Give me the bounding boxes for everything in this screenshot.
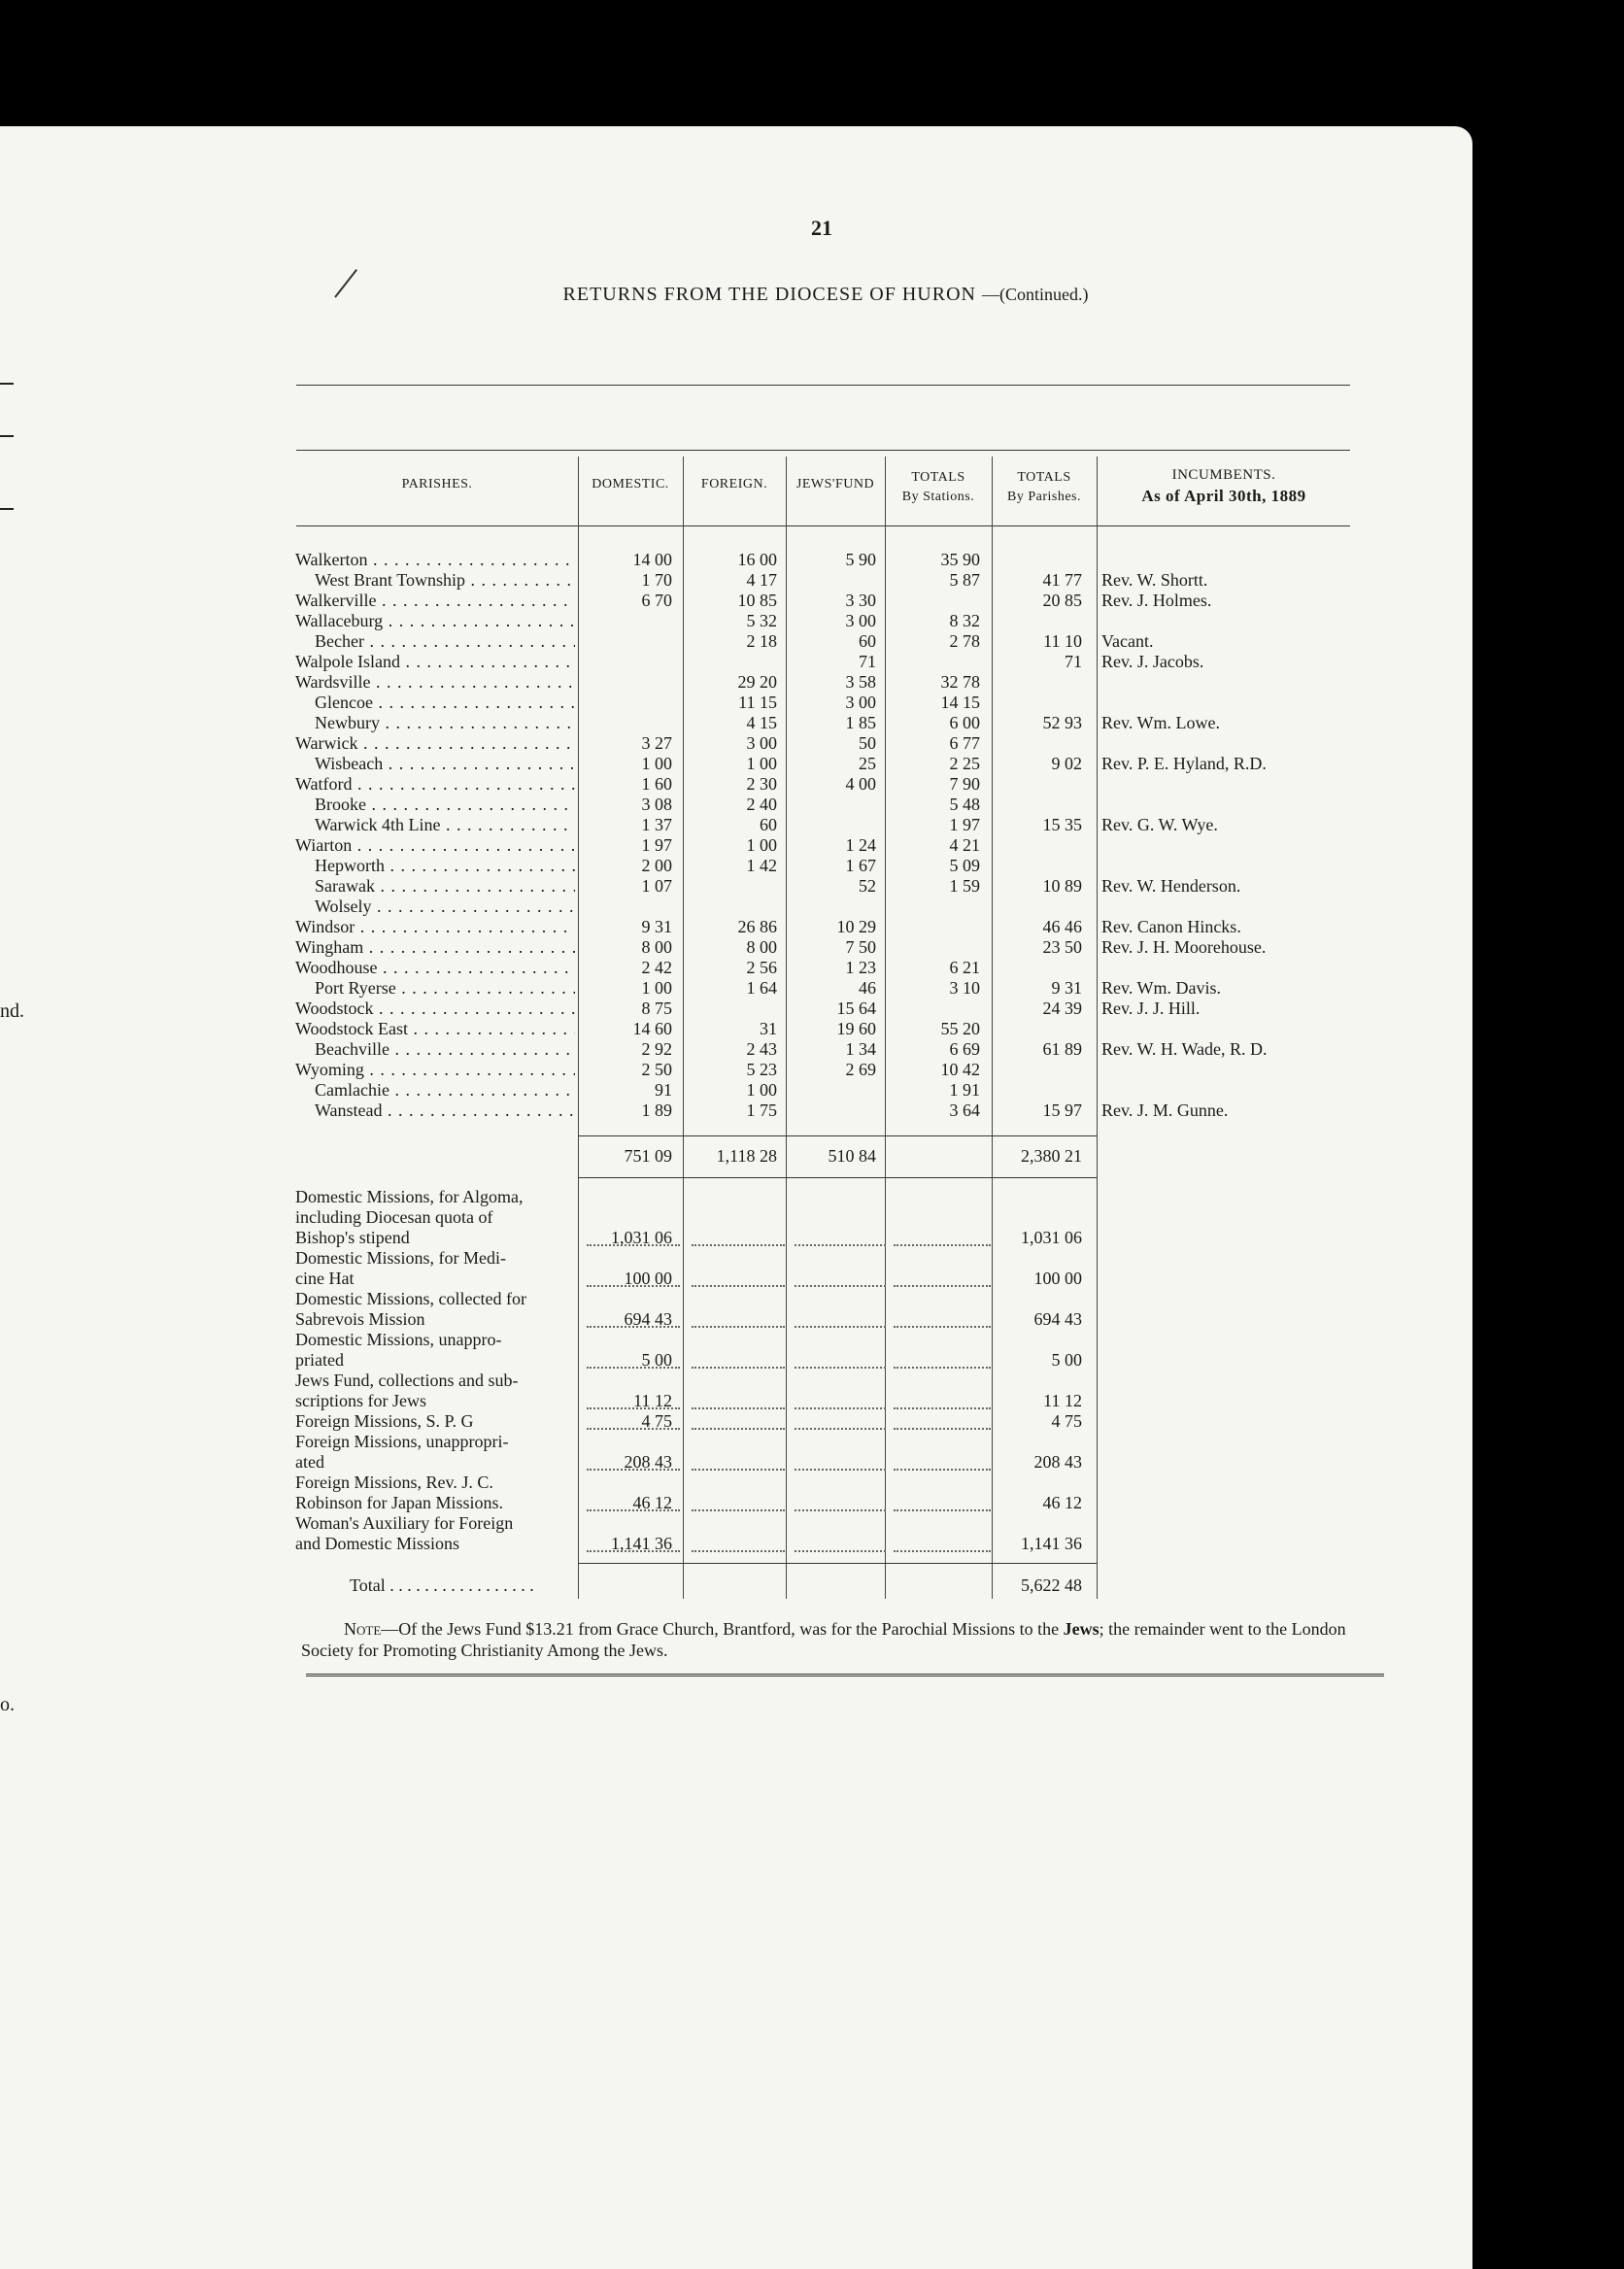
- mission-item: [291, 1432, 1360, 1473]
- incumbent-cell: Rev. J. Jacobs.: [1101, 652, 1204, 671]
- table-row: [291, 693, 1360, 713]
- dotted-leader: [894, 1244, 991, 1246]
- parish-name: Woodstock . . .: [295, 999, 575, 1019]
- mission-domestic: 1,031 06: [611, 1228, 672, 1247]
- domestic-cell: 3 08: [641, 795, 672, 814]
- dotted-leader: [795, 1326, 886, 1328]
- dotted-leader: [692, 1509, 785, 1511]
- grand-total: 5,622 48: [1021, 1575, 1082, 1595]
- jews-fund-cell: 3 00: [845, 693, 876, 712]
- foreign-cell: 60: [760, 815, 777, 834]
- parish-name: Windsor . . .: [295, 917, 575, 937]
- mission-parishes-total: 1,141 36: [1021, 1534, 1082, 1553]
- incumbent-cell: Rev. Canon Hincks.: [1101, 917, 1241, 936]
- foreign-cell: 10 85: [737, 591, 777, 610]
- foreign-cell: 2 56: [746, 958, 777, 977]
- totals-by-stations-cell: 7 90: [949, 774, 980, 794]
- footnote: [301, 1618, 1379, 1661]
- dotted-leader: [795, 1285, 886, 1287]
- mission-item: [291, 1289, 1360, 1330]
- mission-domestic: 1,141 36: [611, 1534, 672, 1553]
- foreign-cell: 4 17: [746, 570, 777, 590]
- parish-name: Brooke . . .: [315, 795, 575, 815]
- totals-by-stations-cell: 3 10: [949, 978, 980, 998]
- totals-by-stations-cell: 2 25: [949, 754, 980, 773]
- table-row: [291, 550, 1360, 570]
- mission-label: Domestic Missions, unappro- priated: [295, 1330, 502, 1370]
- jews-fund-cell: 3 30: [845, 591, 876, 610]
- totals-top-rule: [578, 1135, 1097, 1136]
- totals-by-parishes-cell: 24 39: [1042, 999, 1082, 1018]
- domestic-cell: 1 00: [641, 978, 672, 998]
- header-totals-parishes-line2: By Parishes.: [1007, 490, 1081, 504]
- header-foreign: FOREIGN.: [700, 477, 768, 491]
- mission-label: Foreign Missions, Rev. J. C. Robinson for Japan Missions.: [295, 1473, 504, 1512]
- dotted-leader: [894, 1285, 991, 1287]
- margin-mark: [0, 383, 14, 385]
- dotted-leader: [587, 1285, 680, 1287]
- dotted-leader: [587, 1244, 680, 1246]
- parish-name: Glencoe . . .: [315, 693, 575, 713]
- dotted-leader: [587, 1407, 680, 1409]
- totals-by-stations-cell: 5 09: [949, 856, 980, 875]
- foreign-cell: 4 15: [746, 713, 777, 732]
- domestic-cell: 8 75: [641, 999, 672, 1018]
- mission-item: [291, 1473, 1360, 1513]
- parish-name: Woodhouse . . .: [295, 958, 575, 978]
- dotted-leader: [894, 1367, 991, 1369]
- totals-by-stations-cell: 6 00: [949, 713, 980, 732]
- table-row: [291, 815, 1360, 835]
- bottom-rule: [306, 1674, 1384, 1676]
- totals-by-stations-cell: 1 91: [949, 1080, 980, 1100]
- incumbent-cell: Rev. W. Shortt.: [1101, 570, 1208, 590]
- title-suffix: —(Continued.): [981, 285, 1089, 304]
- table-row: [291, 774, 1360, 795]
- jews-fund-cell: 3 00: [845, 611, 876, 630]
- dotted-leader: [894, 1550, 991, 1552]
- domestic-cell: 2 50: [641, 1060, 672, 1079]
- incumbent-cell: Rev. Wm. Davis.: [1101, 978, 1221, 998]
- dotted-leader: [587, 1428, 680, 1430]
- header-incumbents: [1102, 464, 1345, 507]
- dotted-leader: [692, 1244, 785, 1246]
- incumbent-cell: Rev. Wm. Lowe.: [1101, 713, 1220, 732]
- totals-by-parishes-cell: 11 10: [1043, 631, 1082, 651]
- mission-label: Foreign Missions, unappropri- ated: [295, 1432, 509, 1472]
- totals-by-stations-cell: 14 15: [940, 693, 980, 712]
- header-jews-fund: JEWS'FUND: [795, 477, 875, 491]
- total-foreign: 1,118 28: [716, 1146, 777, 1166]
- totals-by-stations-cell: 55 20: [940, 1019, 980, 1038]
- table-row: [291, 835, 1360, 856]
- incumbent-cell: Rev. W. H. Wade, R. D.: [1101, 1039, 1268, 1059]
- note-after: ; the remainder went to the London Society for Promoting Christianity Among the Jews.: [301, 1619, 1346, 1660]
- parish-name: Becher . . .: [315, 631, 575, 652]
- mission-parishes-total: 11 12: [1043, 1391, 1082, 1410]
- jews-fund-cell: 1 85: [845, 713, 876, 732]
- domestic-cell: 91: [655, 1080, 672, 1100]
- dotted-leader: [692, 1550, 785, 1552]
- incumbent-cell: Rev. P. E. Hyland, R.D.: [1101, 754, 1267, 773]
- mission-domestic: 4 75: [641, 1411, 672, 1431]
- totals-by-parishes-cell: 41 77: [1042, 570, 1082, 590]
- jews-fund-cell: 15 64: [836, 999, 876, 1018]
- grand-total-top-rule: [578, 1563, 1097, 1564]
- dotted-leader: [894, 1407, 991, 1409]
- margin-mark: [0, 508, 14, 510]
- table-row: [291, 1080, 1360, 1101]
- foreign-cell: 2 40: [746, 795, 777, 814]
- parish-name: Wisbeach . . .: [315, 754, 575, 774]
- parish-name: Wardsville . . .: [295, 672, 575, 693]
- totals-by-stations-cell: 6 69: [949, 1039, 980, 1059]
- totals-by-parishes-cell: 20 85: [1042, 591, 1082, 610]
- jews-fund-cell: 1 24: [845, 835, 876, 855]
- dotted-leader: [795, 1509, 886, 1511]
- domestic-cell: 1 60: [641, 774, 672, 794]
- parish-name: Hepworth . . .: [315, 856, 575, 876]
- foreign-cell: 1 00: [746, 1080, 777, 1100]
- domestic-cell: 1 70: [641, 570, 672, 590]
- jews-fund-cell: 50: [859, 733, 876, 753]
- dotted-leader: [795, 1469, 886, 1471]
- dotted-leader: [587, 1367, 680, 1369]
- total-domestic: 751 09: [624, 1146, 672, 1166]
- header-totals-stations-line1: TOTALS: [911, 470, 965, 485]
- table-row: [291, 1039, 1360, 1060]
- totals-by-parishes-cell: 9 02: [1051, 754, 1082, 773]
- mission-item: [291, 1371, 1360, 1411]
- table-row: [291, 795, 1360, 815]
- mission-domestic: 46 12: [632, 1493, 672, 1512]
- foreign-cell: 26 86: [737, 917, 777, 936]
- foreign-cell: 16 00: [737, 550, 777, 569]
- mission-domestic: 100 00: [624, 1269, 672, 1288]
- total-label-text: Total: [350, 1575, 386, 1595]
- table-row: [291, 652, 1360, 672]
- mission-item: [291, 1513, 1360, 1554]
- jews-fund-cell: 52: [859, 876, 876, 896]
- parish-name: Walkerville . . .: [295, 591, 575, 611]
- domestic-cell: 2 42: [641, 958, 672, 977]
- domestic-cell: 1 89: [641, 1101, 672, 1120]
- parish-name: Watford . . .: [295, 774, 575, 795]
- foreign-cell: 2 30: [746, 774, 777, 794]
- jews-fund-cell: 10 29: [836, 917, 876, 936]
- foreign-cell: 8 00: [746, 937, 777, 957]
- dotted-leader: [795, 1428, 886, 1430]
- jews-fund-cell: 71: [859, 652, 876, 671]
- mission-label: Domestic Missions, collected for Sabrevois Mission: [295, 1289, 526, 1329]
- table-row: [291, 713, 1360, 733]
- parish-name: Walpole Island . . .: [295, 652, 575, 672]
- dotted-leader: [894, 1469, 991, 1471]
- totals-by-parishes-cell: 9 31: [1051, 978, 1082, 998]
- foreign-cell: 1 00: [746, 754, 777, 773]
- totals-by-stations-cell: 1 97: [949, 815, 980, 834]
- title-text: RETURNS FROM THE DIOCESE OF HURON: [562, 284, 976, 305]
- totals-by-parishes-cell: 15 35: [1042, 815, 1082, 834]
- mission-domestic: 11 12: [633, 1391, 672, 1410]
- incumbent-cell: Rev. G. W. Wye.: [1101, 815, 1218, 834]
- domestic-cell: 14 00: [632, 550, 672, 569]
- mission-label: Domestic Missions, for Medi- cine Hat: [295, 1248, 506, 1288]
- parish-name: Walkerton . . .: [295, 550, 575, 570]
- mission-label: Foreign Missions, S. P. G: [295, 1411, 474, 1431]
- jews-fund-cell: 60: [859, 631, 876, 651]
- totals-by-parishes-cell: 10 89: [1042, 876, 1082, 896]
- dotted-leader: [587, 1326, 680, 1328]
- header-incumbents-line2: As of April 30th, 1889: [1141, 487, 1306, 505]
- mission-item: [291, 1411, 1360, 1432]
- mission-parishes-total: 208 43: [1033, 1452, 1082, 1472]
- jews-fund-cell: 25: [859, 754, 876, 773]
- table-row: [291, 1101, 1360, 1121]
- note-before: —Of the Jews Fund $13.21 from Grace Church, Brantford, was for the Parochial Missions to the: [381, 1619, 1064, 1639]
- totals-by-stations-cell: 35 90: [940, 550, 980, 569]
- total-by-parishes: 2,380 21: [1021, 1146, 1082, 1166]
- totals-by-parishes-cell: 61 89: [1042, 1039, 1082, 1059]
- jews-fund-cell: 2 69: [845, 1060, 876, 1079]
- dotted-leader: [587, 1509, 680, 1511]
- domestic-cell: 1 07: [641, 876, 672, 896]
- domestic-cell: 3 27: [641, 733, 672, 753]
- totals-by-stations-cell: 1 59: [949, 876, 980, 896]
- table-row: [291, 856, 1360, 876]
- dotted-leader: [692, 1428, 785, 1430]
- note-head: Note: [344, 1619, 382, 1639]
- foreign-cell: 29 20: [737, 672, 777, 692]
- foreign-cell: 1 42: [746, 856, 777, 875]
- margin-mark: [0, 435, 14, 437]
- dotted-leader: [587, 1550, 680, 1552]
- totals-by-stations-cell: 6 77: [949, 733, 980, 753]
- mission-domestic: 5 00: [641, 1350, 672, 1370]
- parish-name: Camlachie . . .: [315, 1080, 575, 1101]
- header-totals-stations: [885, 468, 992, 507]
- mission-item: [291, 1187, 1360, 1248]
- jews-fund-cell: 7 50: [845, 937, 876, 957]
- header-top-rule: [296, 450, 1350, 451]
- mission-parishes-total: 694 43: [1033, 1309, 1082, 1329]
- margin-text: o.: [0, 1694, 15, 1715]
- domestic-cell: 2 92: [641, 1039, 672, 1059]
- incumbent-cell: Vacant.: [1101, 631, 1154, 651]
- table-row: [291, 876, 1360, 897]
- totals-by-stations-cell: 3 64: [949, 1101, 980, 1120]
- mission-parishes-total: 100 00: [1033, 1269, 1082, 1288]
- mission-domestic: 208 43: [624, 1452, 672, 1472]
- parish-name: West Brant Township . . .: [315, 570, 575, 591]
- incumbent-cell: Rev. J. M. Gunne.: [1101, 1101, 1229, 1120]
- mission-label: Domestic Missions, for Algoma, including Diocesan quota of Bishop's stipend: [295, 1187, 524, 1247]
- parish-name: Sarawak . . .: [315, 876, 575, 897]
- parish-name: Warwick . . .: [295, 733, 575, 754]
- dotted-leader: [894, 1326, 991, 1328]
- mission-item: [291, 1248, 1360, 1289]
- mission-parishes-total: 1,031 06: [1021, 1228, 1082, 1247]
- totals-by-stations-cell: 6 21: [949, 958, 980, 977]
- parish-name: Beachville . . .: [315, 1039, 575, 1060]
- header-incumbents-line1: INCUMBENTS.: [1171, 467, 1276, 483]
- domestic-cell: 14 60: [632, 1019, 672, 1038]
- dotted-leader: [795, 1407, 886, 1409]
- totals-bottom-rule: [578, 1177, 1097, 1178]
- foreign-cell: 31: [760, 1019, 777, 1038]
- parish-name: Woodstock East . . .: [295, 1019, 575, 1039]
- dotted-leader: [692, 1326, 785, 1328]
- totals-by-stations-cell: 5 87: [949, 570, 980, 590]
- dotted-leader: [692, 1367, 785, 1369]
- table-row: [291, 733, 1360, 754]
- mission-item: [291, 1330, 1360, 1371]
- totals-by-stations-cell: 4 21: [949, 835, 980, 855]
- header-domestic: DOMESTIC.: [592, 477, 669, 491]
- table-row: [291, 958, 1360, 978]
- top-rule: [296, 385, 1350, 386]
- parish-name: Wallaceburg . . .: [295, 611, 575, 631]
- dotted-leader: [795, 1550, 886, 1552]
- totals-by-stations-cell: 10 42: [940, 1060, 980, 1079]
- parish-name: Wingham . . .: [295, 937, 575, 958]
- table-row: [291, 591, 1360, 611]
- table-row: [291, 937, 1360, 958]
- header-totals-parishes-line1: TOTALS: [1017, 470, 1071, 485]
- table-row: [291, 917, 1360, 937]
- table-row: [291, 754, 1360, 774]
- dotted-leader: [894, 1428, 991, 1430]
- table-row: [291, 897, 1360, 917]
- mission-parishes-total: 4 75: [1051, 1411, 1082, 1431]
- dotted-leader: [692, 1285, 785, 1287]
- domestic-cell: 8 00: [641, 937, 672, 957]
- header-bottom-rule: [296, 525, 1350, 526]
- foreign-cell: 1 64: [746, 978, 777, 998]
- dotted-leader: [587, 1469, 680, 1471]
- totals-by-parishes-cell: 71: [1065, 652, 1082, 671]
- table-row: [291, 978, 1360, 999]
- totals-by-parishes-cell: 46 46: [1042, 917, 1082, 936]
- domestic-cell: 1 97: [641, 835, 672, 855]
- domestic-cell: 6 70: [641, 591, 672, 610]
- margin-text: nd.: [0, 1000, 24, 1022]
- dotted-leader: [795, 1244, 886, 1246]
- parish-name: Port Ryerse . . .: [315, 978, 575, 999]
- page-number: 21: [811, 216, 832, 240]
- incumbent-cell: Rev. W. Henderson.: [1101, 876, 1241, 896]
- dotted-leader: [894, 1509, 991, 1511]
- parish-name: Wiarton . . .: [295, 835, 575, 856]
- domestic-cell: 9 31: [641, 917, 672, 936]
- mission-domestic: 694 43: [624, 1309, 672, 1329]
- jews-fund-cell: 1 67: [845, 856, 876, 875]
- parish-name: Wolsely . . .: [315, 897, 575, 917]
- foreign-cell: 3 00: [746, 733, 777, 753]
- header-totals-stations-line2: By Stations.: [901, 490, 975, 504]
- totals-by-stations-cell: 32 78: [940, 672, 980, 692]
- header-parishes: PARISHES.: [401, 477, 473, 491]
- incumbent-cell: Rev. J. Holmes.: [1101, 591, 1212, 610]
- jews-fund-cell: 3 58: [845, 672, 876, 692]
- jews-fund-cell: 5 90: [845, 550, 876, 569]
- table-row: [291, 611, 1360, 631]
- dotted-leader: [795, 1367, 886, 1369]
- parish-name: Warwick 4th Line . . .: [315, 815, 575, 835]
- page-title: [291, 284, 1360, 306]
- foreign-cell: 2 43: [746, 1039, 777, 1059]
- incumbent-cell: Rev. J. J. Hill.: [1101, 999, 1201, 1018]
- total-leader: . . . . . . . . . . . . . . . . .: [385, 1575, 534, 1595]
- mission-parishes-total: 46 12: [1042, 1493, 1082, 1512]
- total-jews-fund: 510 84: [828, 1146, 876, 1166]
- table-row: [291, 672, 1360, 693]
- totals-by-parishes-cell: 15 97: [1042, 1101, 1082, 1120]
- domestic-cell: 2 00: [641, 856, 672, 875]
- domestic-cell: 1 00: [641, 754, 672, 773]
- note-jews: Jews: [1063, 1619, 1100, 1639]
- parish-name: Wyoming . . .: [295, 1060, 575, 1080]
- table-row: [291, 1019, 1360, 1039]
- table-row: [291, 570, 1360, 591]
- incumbent-cell: Rev. J. H. Moorehouse.: [1101, 937, 1267, 957]
- table-row: [291, 1060, 1360, 1080]
- table-row: [291, 631, 1360, 652]
- domestic-cell: 1 37: [641, 815, 672, 834]
- mission-label: Woman's Auxiliary for Foreign and Domestic Missions: [295, 1513, 514, 1553]
- totals-by-stations-cell: 5 48: [949, 795, 980, 814]
- dotted-leader: [692, 1469, 785, 1471]
- foreign-cell: 1 75: [746, 1101, 777, 1120]
- totals-by-stations-cell: 8 32: [949, 611, 980, 630]
- totals-by-parishes-cell: 52 93: [1042, 713, 1082, 732]
- jews-fund-cell: 1 34: [845, 1039, 876, 1059]
- totals-by-parishes-cell: 23 50: [1042, 937, 1082, 957]
- header-totals-parishes: [992, 468, 1097, 507]
- jews-fund-cell: 46: [859, 978, 876, 998]
- foreign-cell: 5 32: [746, 611, 777, 630]
- foreign-cell: 1 00: [746, 835, 777, 855]
- jews-fund-cell: 1 23: [845, 958, 876, 977]
- parish-name: Wanstead . . .: [315, 1101, 575, 1121]
- total-label: [350, 1575, 534, 1596]
- jews-fund-cell: 19 60: [836, 1019, 876, 1038]
- foreign-cell: 5 23: [746, 1060, 777, 1079]
- jews-fund-cell: 4 00: [845, 774, 876, 794]
- foreign-cell: 2 18: [746, 631, 777, 651]
- table-row: [291, 999, 1360, 1019]
- dotted-leader: [692, 1407, 785, 1409]
- mission-parishes-total: 5 00: [1051, 1350, 1082, 1370]
- parish-name: Newbury . . .: [315, 713, 575, 733]
- foreign-cell: 11 15: [738, 693, 777, 712]
- mission-label: Jews Fund, collections and sub- scriptions for Jews: [295, 1371, 519, 1410]
- totals-by-stations-cell: 2 78: [949, 631, 980, 651]
